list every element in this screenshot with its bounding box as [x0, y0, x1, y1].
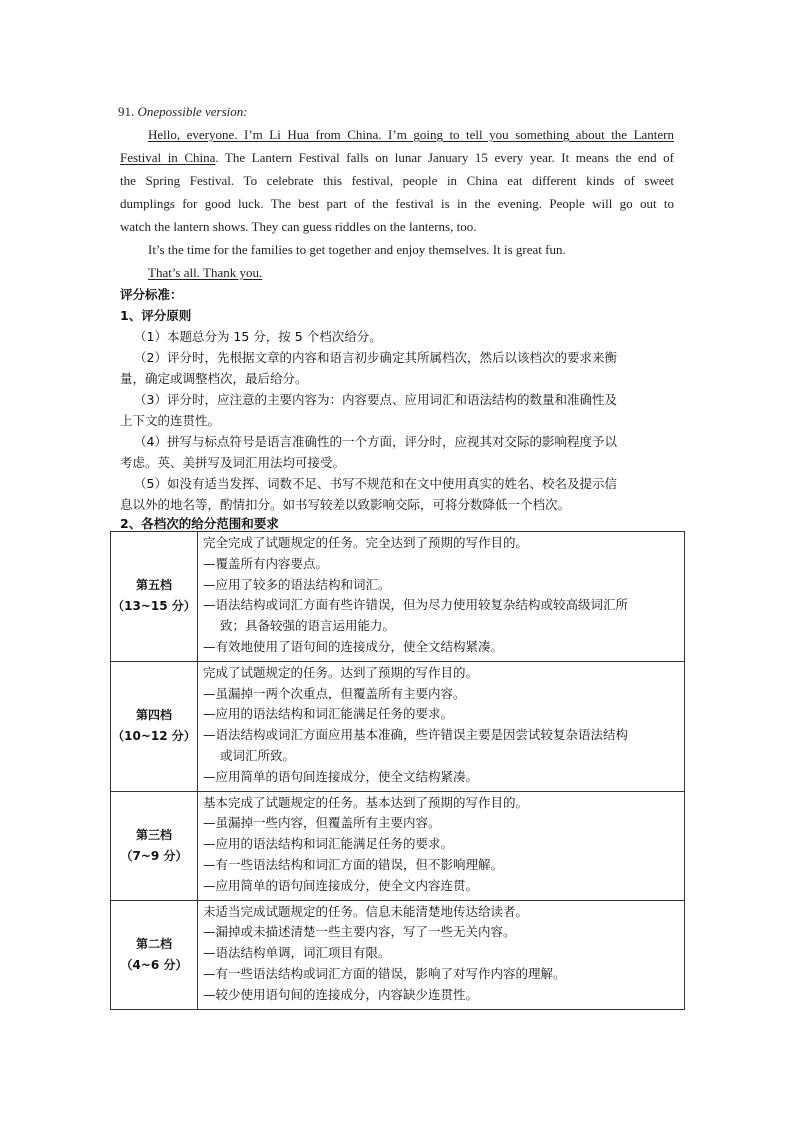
level-requirement: —应用的语法结构和词汇能满足任务的要求。 [203, 706, 454, 722]
sample-line-4: dumplings for good luck. The best part of the festival is in the evening. People will go out to [120, 196, 674, 211]
sample-line-3: the Spring Festival. To celebrate this festival, people in China eat different kinds of sweet [120, 173, 674, 188]
level-requirement: —较少使用语句间的连接成分，内容缺少连贯性。 [203, 986, 479, 1002]
level-requirement: —虽漏掉一两个次重点，但覆盖所有主要内容。 [203, 685, 466, 701]
level-requirement-cont: 或词汇所致。 [220, 747, 296, 763]
level-requirement: —应用简单的语句间连接成分，使全文内容连贯。 [203, 877, 479, 893]
sample-line-2-underlined: Festival in China [120, 150, 216, 165]
criteria-title: 评分标准： [120, 287, 183, 302]
rubric-row-level4 [111, 661, 685, 791]
sample-line-5: watch the lantern shows. They can guess riddles on the lanterns, too. [120, 219, 477, 234]
version-label: Onepossible version: [137, 104, 248, 119]
level-name: 第五档 [135, 578, 172, 593]
level-requirement: —有一些语法结构或词汇方面的错误，影响了对写作内容的理解。 [203, 965, 566, 981]
level-description [198, 900, 685, 1009]
rule-3: （3）评分时，应注意的主要内容为：内容要点、应用词汇和语法结构的数量和准确性及 [134, 392, 617, 407]
section1-title: 1、评分原则 [120, 308, 192, 323]
level-requirement: —虽漏掉一些内容，但覆盖所有主要内容。 [203, 815, 441, 831]
level-cell [111, 532, 198, 662]
rule-2: （2）评分时，先根据文章的内容和语言初步确定其所属档次，然后以该档次的要求来衡 [134, 350, 617, 365]
rule-5: （5）如没有适当发挥、词数不足、书写不规范和在文中使用真实的姓名、校名及提示信 [134, 476, 617, 491]
level-cell [111, 791, 198, 900]
level-range: （4~6 分） [120, 957, 188, 972]
rule-5-cont: 息以外的地名等，酌情扣分。如书写较差以致影响交际，可将分数降低一个档次。 [120, 497, 571, 512]
level-description [198, 791, 685, 900]
sample-line-1: Hello, everyone. I’m Li Hua from China. I’m going to tell you something about the Lantern [148, 127, 674, 142]
rule-4-cont: 考虑。英、美拼写及词汇用法均可接受。 [120, 455, 346, 470]
level-cell [111, 661, 198, 791]
level-range: （10~12 分） [112, 729, 196, 744]
sample-line-2 [120, 150, 674, 166]
level-requirement: —应用了较多的语法结构和词汇。 [203, 576, 391, 592]
section2-title: 2、各档次的给分范围和要求 [120, 516, 279, 531]
level-name: 第四档 [135, 708, 172, 723]
sample-heading [118, 104, 248, 120]
level-requirement: —语法结构或词汇方面有些许错误，但为尽力使用较复杂结构或较高级词汇所 [203, 597, 629, 613]
rule-4: （4）拼写与标点符号是语言准确性的一个方面，评分时，应视其对交际的影响程度予以 [134, 434, 617, 449]
rubric-table [110, 531, 685, 1010]
level-requirement: —有一些语法结构和词汇方面的错误，但不影响理解。 [203, 856, 504, 872]
level-requirement: —应用的语法结构和词汇能满足任务的要求。 [203, 836, 454, 852]
rubric-row-level5 [111, 532, 685, 662]
rule-1: （1）本题总分为 15 分，按 5 个档次给分。 [134, 329, 382, 344]
level-summary: 基本完成了试题规定的任务。基本达到了预期的写作目的。 [203, 794, 529, 810]
level-requirement: —漏掉或未描述清楚一些主要内容，写了一些无关内容。 [203, 924, 516, 940]
level-requirement: —语法结构或词汇方面应用基本准确，些许错误主要是因尝试较复杂语法结构 [203, 727, 629, 743]
question-number: 91. [118, 104, 135, 119]
level-name: 第二档 [135, 936, 172, 951]
level-requirement: —语法结构单调，词汇项目有限。 [203, 945, 391, 961]
level-requirement: —覆盖所有内容要点。 [203, 555, 329, 571]
level-name: 第三档 [135, 827, 172, 842]
sample-closing: That’s all. Thank you. [148, 265, 263, 280]
level-summary: 完全完成了试题规定的任务。完全达到了预期的写作目的。 [203, 535, 529, 550]
level-requirement: —应用简单的语句间连接成分，使全文结构紧凑。 [203, 768, 479, 784]
sample-line-6: It’s the time for the families to get together and enjoy themselves. It is great fun. [148, 242, 566, 257]
level-requirement-cont: 致；具备较强的语言运用能力。 [220, 618, 396, 634]
rule-3-cont: 上下文的连贯性。 [120, 413, 221, 428]
rubric-row-level2 [111, 900, 685, 1009]
rule-2-cont: 量，确定或调整档次，最后给分。 [120, 371, 308, 386]
level-requirement: —有效地使用了语句间的连接成分，使全文结构紧凑。 [203, 638, 504, 654]
level-range: （13~15 分） [112, 599, 196, 614]
level-summary: 完成了试题规定的任务。达到了预期的写作目的。 [203, 664, 479, 680]
level-range: （7~9 分） [120, 848, 188, 863]
level-description [198, 661, 685, 791]
level-cell [111, 900, 198, 1009]
level-summary: 未适当完成试题规定的任务。信息未能清楚地传达给读者。 [203, 903, 529, 919]
sample-line-2-rest: . The Lantern Festival falls on lunar January 15 every year. It means the end of [215, 150, 674, 165]
rubric-row-level3 [111, 791, 685, 900]
level-description [198, 532, 685, 662]
